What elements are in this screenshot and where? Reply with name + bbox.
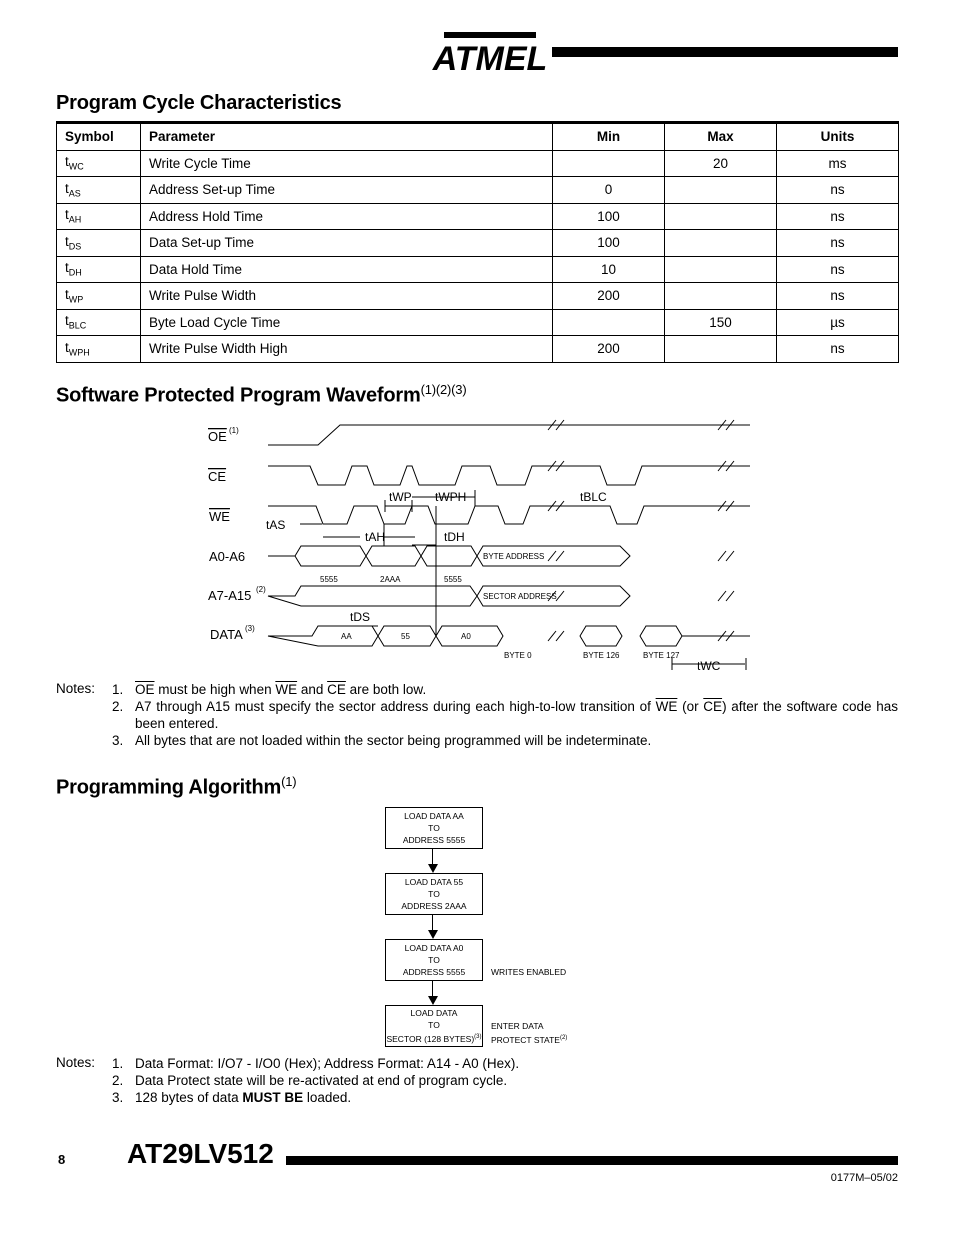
cell-parameter-text: Write Pulse Width [149, 288, 257, 304]
flow-line: LOAD DATA AA [404, 811, 464, 821]
note-text: are both low. [345, 682, 427, 697]
cell-parameter-text: Write Cycle Time [149, 155, 251, 171]
cell-parameter-text: Address Set-up Time [149, 182, 276, 198]
timing-twc: tWC [697, 659, 721, 673]
timing-tah: tAH [365, 530, 386, 544]
col-units: Units [777, 123, 899, 151]
flow-box-3 [385, 939, 483, 981]
bus-byte-address: BYTE ADDRESS [483, 552, 545, 561]
cell-symbol-text: BLC [68, 321, 87, 332]
note-number: 2. [112, 1073, 124, 1088]
note-text: must be high when [154, 682, 276, 697]
cell-symbol-text: WP [68, 294, 84, 305]
flow-side-enter-protect [491, 1020, 567, 1046]
byte-126: BYTE 126 [583, 651, 620, 660]
cell-symbol-text: t [65, 180, 69, 196]
flow-line-sup: (3) [474, 1034, 482, 1041]
signal-oe-sup: (1) [229, 426, 239, 435]
signal-data: DATA [210, 627, 243, 642]
cell-symbol-text: t [65, 207, 69, 223]
timing-tblc: tBLC [580, 490, 607, 504]
byte-127: BYTE 127 [643, 651, 680, 660]
cell-min-text: 0 [604, 182, 613, 198]
note-we: $\overline{WE}$ [655, 699, 678, 714]
col-parameter: Parameter [141, 123, 553, 151]
note-text: All bytes that are not loaded within the sector being programmed will be indeterminate. [135, 733, 652, 748]
note-text: loaded. [303, 1090, 352, 1105]
flow-line: LOAD DATA 55 [404, 877, 464, 887]
flow-line: TO [428, 955, 440, 965]
timing-tdh: tDH [444, 530, 465, 544]
flow-line: ADDRESS 5555 [402, 967, 466, 977]
cell-symbol-text: t [65, 233, 69, 249]
section-title-text: Programming Algorithm [56, 776, 282, 799]
cell-symbol-text: AS [68, 188, 81, 199]
signal-oe: OE [208, 429, 227, 444]
col-symbol: Symbol [57, 123, 141, 151]
title-superscript: (1) [281, 774, 297, 789]
cell-min-text: 10 [600, 261, 617, 277]
note-number: 3. [112, 1090, 124, 1105]
cell-parameter-text: Data Hold Time [149, 261, 243, 277]
flow-line: SECTOR (128 BYTES) [386, 1033, 475, 1044]
cell-symbol-text: DS [68, 241, 82, 252]
flow-side-line: PROTECT STATE [491, 1034, 560, 1045]
flow-line: ADDRESS 2AAA [401, 901, 467, 911]
signal-data-sup: (3) [245, 624, 255, 633]
note-we: $\overline{WE}$ [275, 682, 298, 697]
flow-side-line: ENTER DATA [491, 1021, 544, 1031]
cell-symbol-text: t [65, 154, 69, 170]
byte-0: BYTE 0 [504, 651, 532, 660]
cell-units-text: ns [830, 288, 845, 304]
timing-twp: tWP [389, 490, 412, 504]
flow-arrow-2 [432, 915, 433, 931]
cell-units-text: µs [830, 314, 845, 330]
note-text: and [297, 682, 328, 697]
page-number: 8 [58, 1152, 66, 1167]
flow-side-writes-enabled: WRITES ENABLED [491, 967, 567, 977]
signal-a7a15: A7-A15 [208, 588, 252, 603]
cell-symbol-text: AH [68, 215, 82, 226]
cell-max-text: 150 [709, 314, 732, 330]
bus-sector-address: SECTOR ADDRESS [483, 592, 557, 601]
bus-a-2aaa: 2AAA [380, 575, 401, 584]
timing-twph: tWPH [435, 490, 467, 504]
flow-arrowhead-3 [428, 996, 438, 1005]
flow-line: LOAD DATA A0 [404, 943, 464, 953]
signal-we: WE [209, 509, 230, 524]
cell-symbol-text: t [65, 313, 69, 329]
algorithm-notes [56, 1055, 898, 1107]
note-number: 2. [112, 699, 124, 714]
note-oe: $\overline{OE}$ [135, 682, 155, 697]
cell-symbol-text: WPH [68, 347, 90, 358]
cell-symbol-text: t [65, 286, 69, 302]
flow-arrow-3 [432, 981, 433, 997]
cell-units-text: ns [830, 235, 845, 251]
cell-parameter-text: Address Hold Time [149, 208, 264, 224]
signal-a7a15-sup: (2) [256, 585, 266, 594]
note-text: ) after the software code has been entered. [135, 699, 898, 731]
bus-d-aa: AA [341, 632, 352, 641]
cell-units-text: ns [830, 261, 845, 277]
footer-rule [286, 1156, 898, 1165]
note-text: A7 through A15 must specify the sector address during each high-to-low transition of [135, 699, 656, 714]
flow-box-1 [385, 807, 483, 849]
section-title-algorithm [56, 774, 296, 800]
timing-tas: tAS [266, 518, 286, 532]
logo-text: ATMEL [432, 40, 548, 78]
note-number: 3. [112, 733, 124, 748]
section-title-text: Software Protected Program Waveform [56, 384, 421, 407]
flow-arrowhead-2 [428, 930, 438, 939]
col-min: Min [553, 123, 665, 151]
note-number: 1. [112, 1056, 124, 1071]
col-max: Max [665, 123, 777, 151]
document-id: 0177M–05/02 [830, 1172, 898, 1184]
notes-label: Notes: [56, 681, 96, 696]
cell-min-text: 200 [597, 288, 620, 304]
footer-title: AT29LV512 [127, 1138, 274, 1169]
cell-symbol-text: t [65, 339, 69, 355]
flow-arrowhead-1 [428, 864, 438, 873]
cell-units-text: ns [830, 208, 845, 224]
cell-max-text: 20 [712, 155, 729, 171]
cell-symbol-text: DH [68, 268, 82, 279]
cell-symbol-text: WC [68, 162, 84, 173]
cell-symbol-text: t [65, 260, 69, 276]
waveform-notes [56, 681, 898, 751]
bus-d-55: 55 [401, 632, 410, 641]
section-title-text: Program Cycle Characteristics [56, 92, 342, 114]
bus-a-5555-2: 5555 [444, 575, 462, 584]
notes-label: Notes: [56, 1055, 96, 1070]
note-text: Data Protect state will be re-activated at end of program cycle. [135, 1073, 508, 1088]
flow-line: TO [428, 823, 440, 833]
signal-ce: CE [208, 469, 227, 484]
bus-a-5555-1: 5555 [320, 575, 338, 584]
cell-parameter-text: Data Set-up Time [149, 235, 255, 251]
flow-line: ADDRESS 5555 [402, 835, 466, 845]
timing-tds: tDS [350, 610, 371, 624]
bus-d-a0: A0 [461, 632, 471, 641]
note-text: (or [677, 699, 704, 714]
cell-min-text: 200 [597, 341, 620, 357]
note-number: 1. [112, 682, 124, 697]
cell-parameter-text: Byte Load Cycle Time [149, 314, 281, 330]
note-ce: $\overline{CE}$ [327, 682, 346, 697]
cell-units-text: ns [830, 341, 845, 357]
note-text: 128 bytes of data [135, 1090, 243, 1105]
note-ce: $\overline{CE}$ [703, 699, 723, 714]
note-bold: MUST BE [242, 1090, 304, 1105]
flow-side-sup: (2) [559, 1035, 568, 1041]
flow-line: TO [428, 1020, 440, 1031]
cell-units-text: ns [830, 182, 845, 198]
note-text: Data Format: I/O7 - I/O0 (Hex); Address Format: A14 - A0 (Hex). [135, 1056, 520, 1071]
cell-units-text: ms [828, 155, 847, 171]
flow-box-2 [385, 873, 483, 915]
cell-min-text: 100 [597, 235, 620, 251]
flow-box-4 [385, 1005, 483, 1047]
cell-parameter-text: Write Pulse Width High [149, 341, 288, 357]
flow-line: TO [428, 889, 440, 899]
signal-a0a6: A0-A6 [209, 549, 246, 564]
title-superscript: (1)(2)(3) [420, 382, 467, 397]
flow-line: LOAD DATA [410, 1008, 458, 1019]
cell-min-text: 100 [597, 208, 620, 224]
flow-arrow-1 [432, 849, 433, 865]
